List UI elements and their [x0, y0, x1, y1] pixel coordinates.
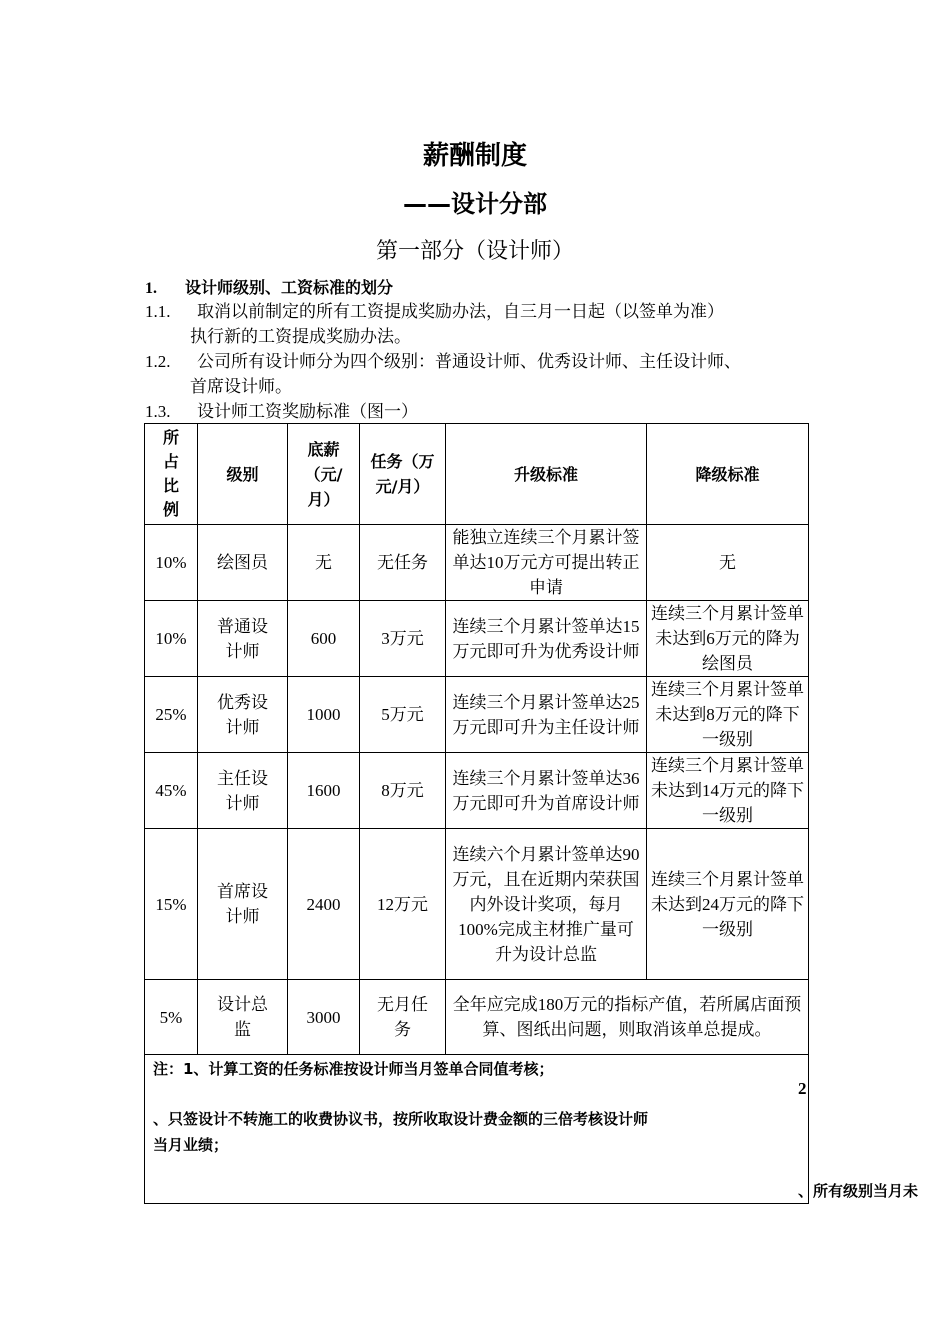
table-notes-row [145, 1055, 809, 1204]
part-heading: 第一部分（设计师） [375, 239, 574, 264]
note-3-overflow: 、所有级别当月未 [798, 1182, 919, 1200]
salary-standard-table [144, 423, 809, 1204]
paragraph-1-3: 1.3. 设计师工资奖励标准（图一） [145, 402, 418, 421]
document-title: 薪酬制度 [422, 141, 527, 171]
note-2-line-1: 、只签设计不转施工的收费协议书，按所收取设计费金额的三倍考核设计师 [153, 1110, 649, 1128]
header-ratio: 所占比例 [145, 424, 198, 525]
paragraph-1-1: 1.1. 取消以前制定的所有工资提成奖励办法，自三月一日起（以签单为准） 执行新的工资提成奖励办法。 [145, 302, 724, 346]
paragraph-1-2: 1.2. 公司所有设计师分为四个级别：普通设计师、优秀设计师、主任设计师、 首席设计师。 [145, 352, 741, 396]
table-row: 5% 设计总监 3000 无月任务 全年应完成180万元的指标产值，若所属店面预算、图纸出问题，则取消该单总提成。 [145, 980, 809, 1055]
table-row: 10% 绘图员 无 无任务 能独立连续三个月累计签单达10万元方可提出转正申请 无 [145, 525, 809, 601]
section-heading [145, 275, 393, 301]
table-header-row [145, 424, 809, 525]
table-row: 25% 优秀设计师 1000 5万元 连续三个月累计签单达25万元即可升为主任设计师 连续三个月累计签单未达到8万元的降下一级别 [145, 677, 809, 753]
note-number-2: 2 [798, 1079, 807, 1098]
header-upgrade: 升级标准 [446, 424, 647, 525]
note-1: 注：1、计算工资的任务标准按设计师当月签单合同值考核； [153, 1060, 554, 1078]
document-subtitle: ——设计分部 [403, 190, 547, 218]
header-base-salary: 底薪（元/月） [288, 424, 360, 525]
section-text: 设计师级别、工资标准的划分 [185, 278, 394, 297]
section-number: 1. [145, 280, 157, 297]
table-row: 15% 首席设计师 2400 12万元 连续六个月累计签单达90万元，且在近期内荣获国内外设计奖项，每月100%完成主材推广量可升为设计总监 连续三个月累计签单未达到24万元的降下一级别 [145, 829, 809, 980]
table-row: 10% 普通设计师 600 3万元 连续三个月累计签单达15万元即可升为优秀设计师 连续三个月累计签单未达到6万元的降为绘图员 [145, 601, 809, 677]
header-task: 任务（万元/月） [360, 424, 446, 525]
note-2-line-2: 当月业绩； [153, 1136, 229, 1154]
table-row: 45% 主任设计师 1600 8万元 连续三个月累计签单达36万元即可升为首席设计师 连续三个月累计签单未达到14万元的降下一级别 [145, 753, 809, 829]
header-downgrade: 降级标准 [647, 424, 809, 525]
notes-cell [145, 1055, 809, 1204]
header-level: 级别 [198, 424, 288, 525]
